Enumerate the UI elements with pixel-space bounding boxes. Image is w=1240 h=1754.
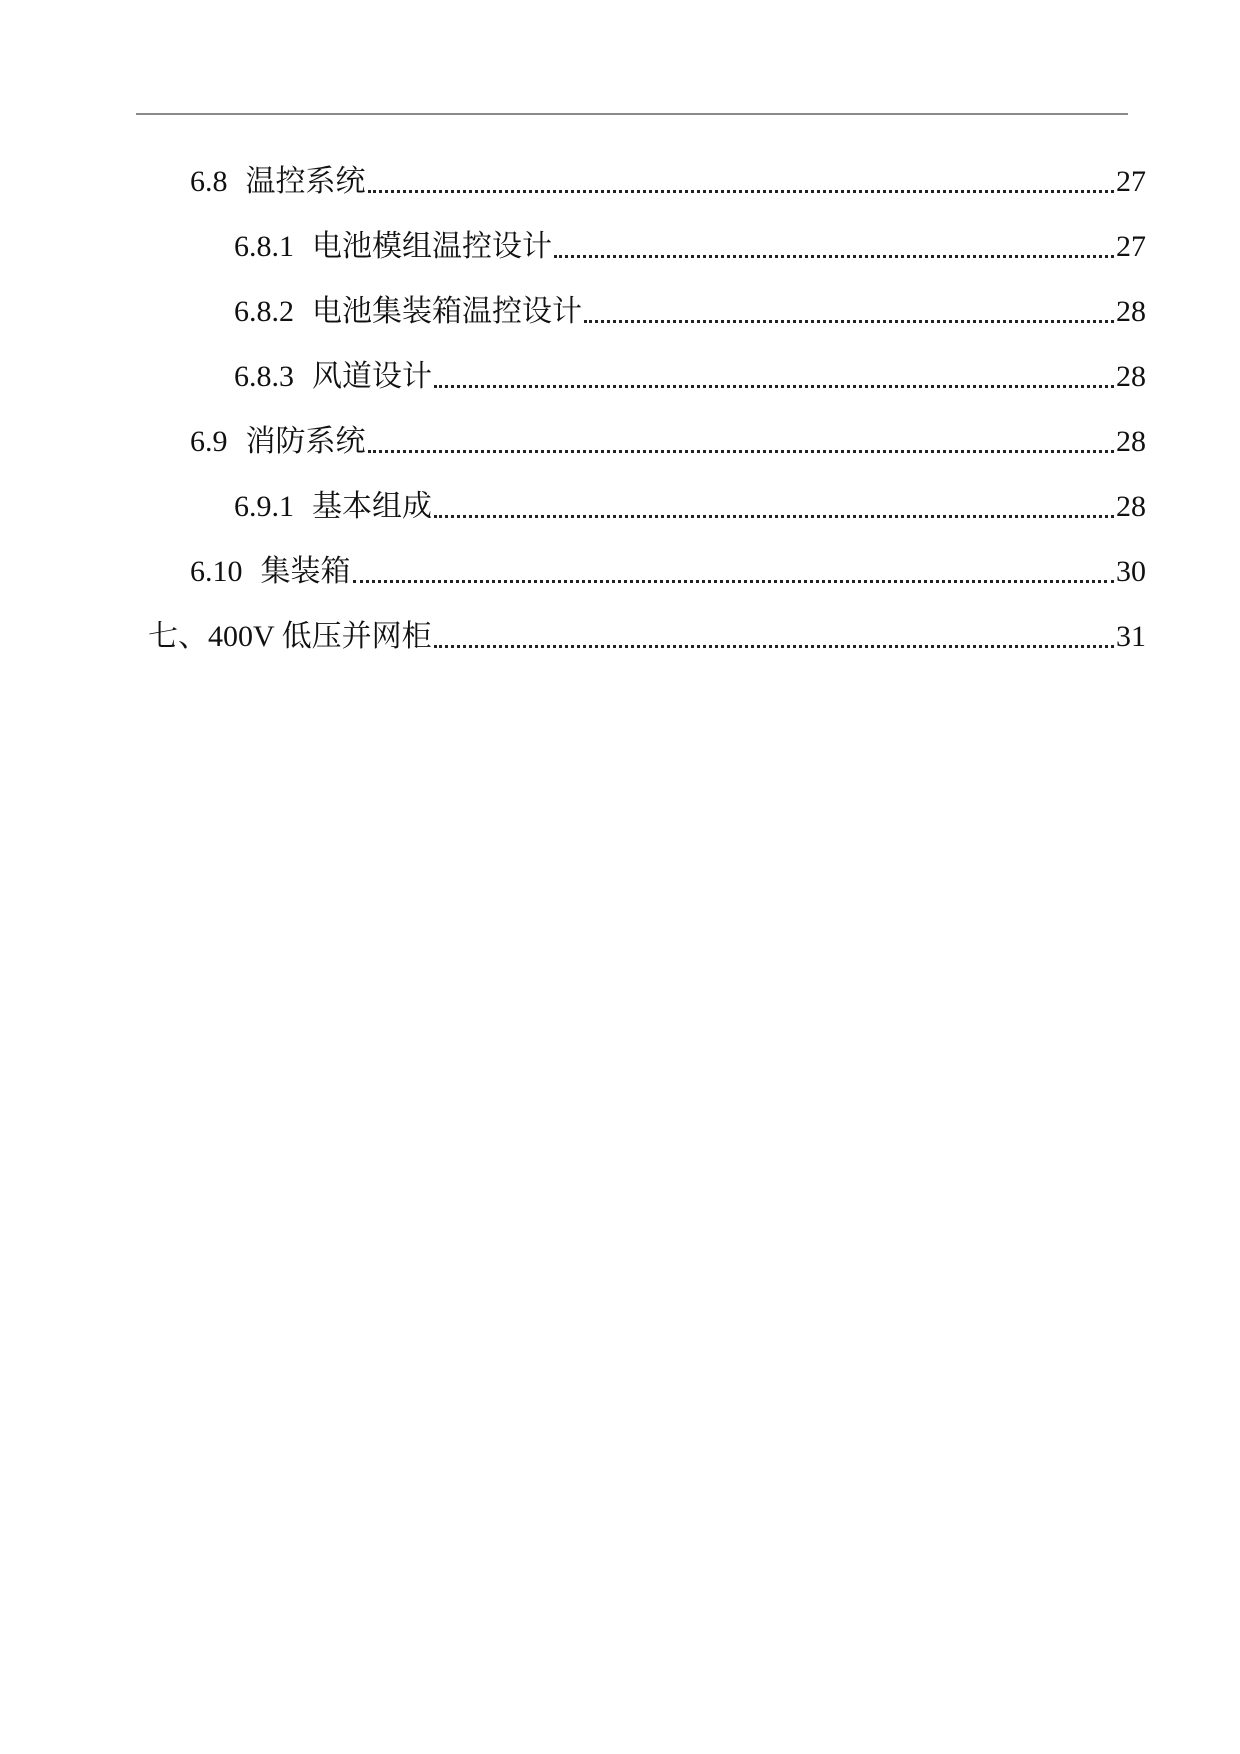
toc-dot-leader: [554, 255, 1114, 258]
toc-entry-title: 温控系统: [245, 165, 366, 198]
toc-entry-number: 6.8.3: [234, 360, 294, 393]
toc-dot-leader: [434, 515, 1114, 518]
toc-entry-number: 6.10: [190, 555, 243, 588]
toc-entry-number: 6.9.1: [234, 490, 294, 523]
toc-page-number: 27: [1116, 165, 1146, 198]
toc-page-number: 28: [1116, 360, 1146, 393]
toc-entry-title: 电池集装箱温控设计: [312, 295, 582, 328]
toc-entry-title: 集装箱: [260, 555, 351, 588]
toc-entry-title: 400V 低压并网柜: [208, 620, 432, 653]
toc-entry-6-8[interactable]: [190, 158, 1146, 202]
toc-page-number: 30: [1116, 555, 1146, 588]
toc-entry-title: 风道设计: [312, 360, 432, 393]
header-rule: [136, 113, 1128, 115]
toc-dot-leader: [434, 645, 1114, 648]
toc-dot-leader: [368, 450, 1115, 453]
toc-dot-leader: [434, 385, 1114, 388]
toc-entry-6-10[interactable]: [190, 548, 1146, 592]
toc-entry-6-8-1[interactable]: [234, 223, 1146, 267]
toc-entry-title: 基本组成: [312, 490, 432, 523]
toc-entry-6-8-2[interactable]: [234, 288, 1146, 332]
toc-entry-number: 6.9: [190, 425, 228, 458]
toc-entry-chapter-7[interactable]: [148, 613, 1146, 657]
toc-entry-number: 6.8.2: [234, 295, 294, 328]
toc-page-number: 27: [1116, 230, 1146, 263]
toc-entry-6-9-1[interactable]: [234, 483, 1146, 527]
toc-dot-leader: [584, 320, 1114, 323]
toc-entry-number: 6.8: [190, 165, 228, 198]
toc-entry-number: 七、: [148, 620, 208, 653]
toc-page-number: 28: [1116, 295, 1146, 328]
toc-entry-number: 6.8.1: [234, 230, 294, 263]
toc-entry-title: 消防系统: [245, 425, 366, 458]
toc-page-number: 28: [1116, 490, 1146, 523]
toc-entry-title: 电池模组温控设计: [312, 230, 552, 263]
toc-dot-leader: [368, 190, 1115, 193]
toc-dot-leader: [353, 580, 1115, 583]
toc-page-number: 31: [1116, 620, 1146, 653]
toc-page-number: 28: [1116, 425, 1146, 458]
toc-entry-6-9[interactable]: [190, 418, 1146, 462]
toc-entry-6-8-3[interactable]: [234, 353, 1146, 397]
